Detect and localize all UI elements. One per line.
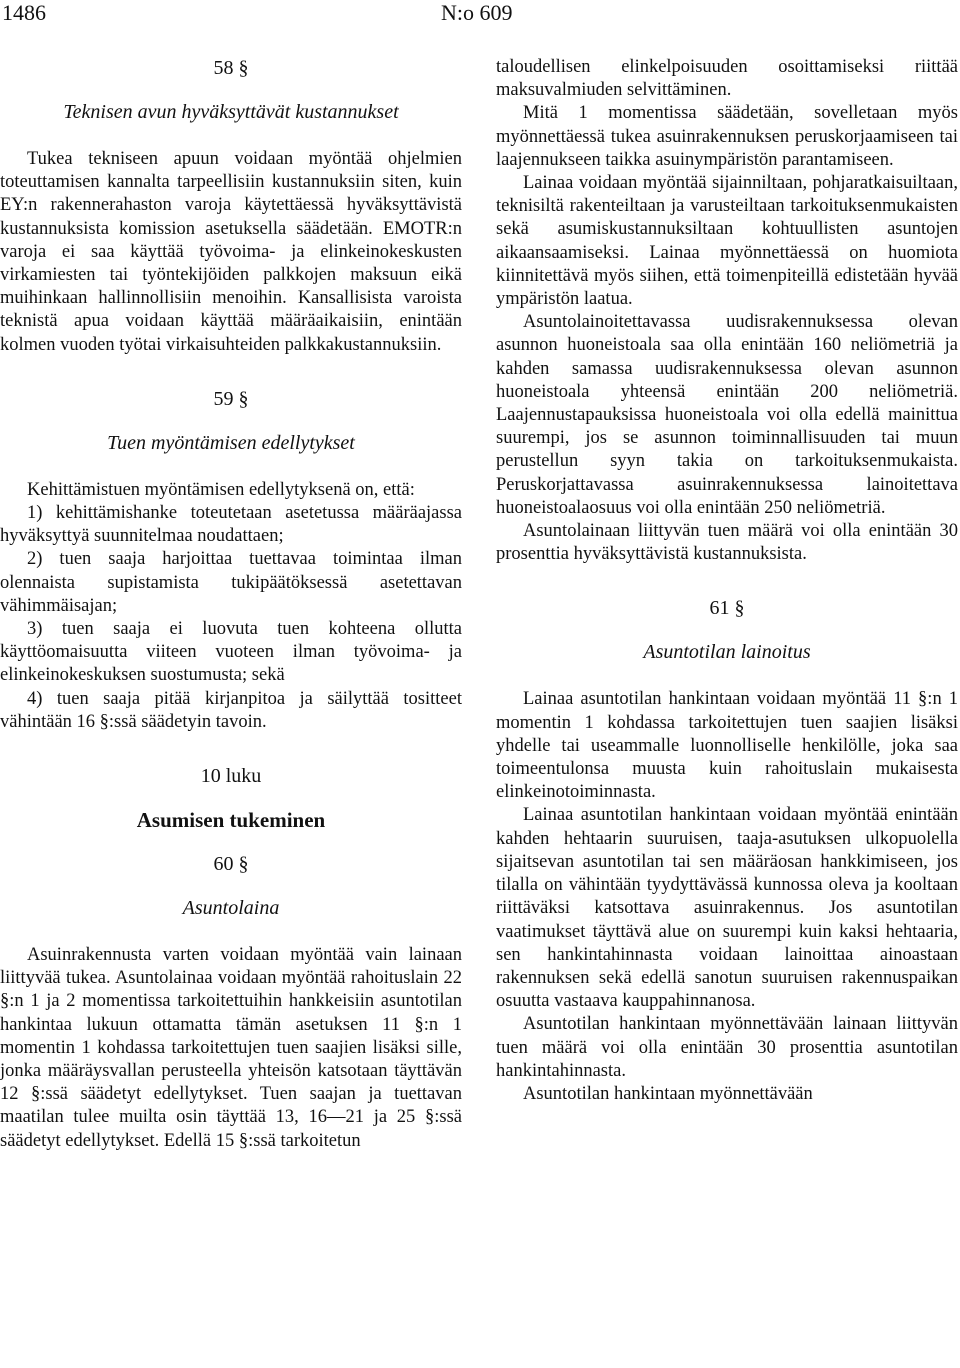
section-58-title: Teknisen avun hyväksyttävät kustannukset <box>63 101 399 123</box>
issue-number: N:o 609 <box>441 0 513 25</box>
section-60-title: Asuntolaina <box>182 897 280 920</box>
section-60-continuation: taloudellisen elinkelpoisuuden osoittamiseksi riittää maksuvalmiuden selvittäminen. <box>496 57 958 101</box>
section-60-paragraph-4: Asuntolainoitettavassa uudisrakennuksessa olevan asunnon huoneistoala saa olla enintään 160 neliömetriä ja kahden samassa uudisrakennuksessa olevan asunnon huoneistoala yhteensä enintään 200 neliömetriä. Laajennustapauksissa huoneistoala voi olla edellä mainittua suurempi, jos se asunnon toiminnallisuuden tai muun perustellun syyn takia on tarkoituksenmukaista. Peruskorjattavassa asuinrakennuksessa lainoitettava huoneistoalaosuus voi olla enintään 250 neliömetriä. <box>496 312 958 518</box>
right-column <box>496 56 958 1106</box>
section-60-paragraph-5: Asuntolainaan liittyvän tuen määrä voi olla enintään 30 prosenttia hyväksyttävistä kustannuksista. <box>496 521 958 565</box>
section-60-paragraph: Asuinrakennusta varten voidaan myöntää vain lainaan liittyvää tukea. Asuntolainaa voidaan myöntää rahoituslain 22 §:n 1 ja 2 momentissa tarkoitettuihin hankkeisiin asuntotilan hankintaa lukuun ottamatta tämän asetuksen 11 §:n 1 momentin 1 kohdassa tarkoitettujen tuen saajien lisäksi sille, jonka määräysvallan perusteella yhteisön katsotaan täyttävän 12 §:ssä säädetyt edellytykset. Tuen saajan ja tuettavan maatilan tulee muilta osin täyttää 13, 16—21 ja 25 §:ssä säädetyt edellytykset. Edellä 15 §:ssä tarkoitetun <box>0 945 462 1151</box>
section-60-paragraph-2: Mitä 1 momentissa säädetään, sovelletaan myös myönnettäessä tukea asuinrakennuksen peruskorjaamiseen tai laajennukseen taikka asuinympäristön parantamiseen. <box>496 103 958 170</box>
chapter-number: 10 luku <box>200 765 262 788</box>
left-column <box>0 56 462 1153</box>
section-61-paragraph-3: Asuntotilan hankintaan myönnettävään lainaan liittyvän tuen määrä voi olla enintään 30 prosenttia asuntotilan hankintahinnasta. <box>496 1014 958 1081</box>
section-58-paragraph: Tukea tekniseen apuun voidaan myöntää ohjelmien toteuttamisen kannalta tarpeellisiin kustannuksiin siten, kuin EY:n rakennerahaston varoja käytettäessä hyväksyttävistä kustannuksista komission asetuksella säädetään. EMOTR:n varoja ei saa käyttää työvoima- ja elinkeinokeskusten virkamiesten tai työntekijöiden palkkojen maksuun eikä muihinkaan hallinnollisiin menoihin. Kansallisista varoista teknistä apua voidaan käyttää määräaikaisiin, enintään kolmen vuoden työtai virkaisuhteiden palkkakustannuksiin. <box>0 149 462 355</box>
section-59-item-3: 3) tuen saaja ei luovuta tuen kohteena ollutta käyttöomaisuutta viiteen vuoteen ilman työvoima- ja elinkeinokeskuksen suostumusta; sekä <box>0 619 462 686</box>
section-61-paragraph-4: Asuntotilan hankintaan myönnettävään <box>523 1083 813 1104</box>
chapter-title: Asumisen tukeminen <box>136 808 326 833</box>
section-59-item-1: 1) kehittämishanke toteutetaan asetetussa määräajassa hyväksyttyä suunnitelmaa noudattaen; <box>0 503 462 547</box>
section-61-paragraph-1: Lainaa asuntotilan hankintaan voidaan myöntää 11 §:n 1 momentin 1 kohdassa tarkoitettujen tuen saajien lisäksi yhdelle tai useammalle luonnolliselle henkilölle, joka saa toimeentulonsa muusta kuin rahoituslain mukaisesta elinkeinotoiminnasta. <box>496 689 958 803</box>
section-59-item-4: 4) tuen saaja pitää kirjanpitoa ja säilyttää tositteet vähintään 16 §:ssä säädetyin tavoin. <box>0 688 462 732</box>
page-header <box>0 0 960 30</box>
section-59-title: Tuen myöntämisen edellytykset <box>107 431 355 454</box>
section-59-intro: Kehittämistuen myöntämisen edellytyksenä on, että: <box>27 479 415 500</box>
section-60-number: 60 § <box>213 853 249 876</box>
section-61-paragraph-2: Lainaa asuntotilan hankintaan voidaan myöntää enintään kahden hehtaarin suuruisen, taaja-asutuksen ulkopuolella sijaitsevan asuntotilan tai sen määräosan hankkimiseen, jos tilalla on vähintään tyydyttävässä kunnossa oleva ja kooltaan riittäväksi katsottava asuinrakennus. Jos asuntotilan vaatimukset täyttävä alue on suurempi kuin kaksi hehtaaria, sen hankintahinnasta voidaan lainoittaa ainoastaan rakennuksen sekä edellä sanotun suuruisen rakennuspaikan osuutta vastaava kauppahinnanosa. <box>496 805 958 1012</box>
section-61-number: 61 § <box>709 597 745 620</box>
section-60-paragraph-3: Lainaa voidaan myöntää sijainniltaan, pohjaratkaisuiltaan, teknisiltä rakenteiltaan ja varusteiltaan tarkoituksenmukaisten sekä asumiskustannuksiltaan kohtuullisten asuntojen aikaansaamiseksi. Lainaa myönnettäessä on huomiota kiinnitettävä myös siihen, että toimenpiteillä edistetään hyvää ympäristön laatua. <box>496 173 958 310</box>
page-number: 1486 <box>2 0 46 25</box>
section-58-number: 58 § <box>213 57 249 79</box>
section-59-number: 59 § <box>213 387 249 410</box>
section-59-item-2: 2) tuen saaja harjoittaa tuettavaa toimintaa ilman olennaista supistamista tukipäätöksessä asetettavan vähimmäisajan; <box>0 549 462 616</box>
section-61-title: Asuntotilan lainoitus <box>643 641 811 664</box>
